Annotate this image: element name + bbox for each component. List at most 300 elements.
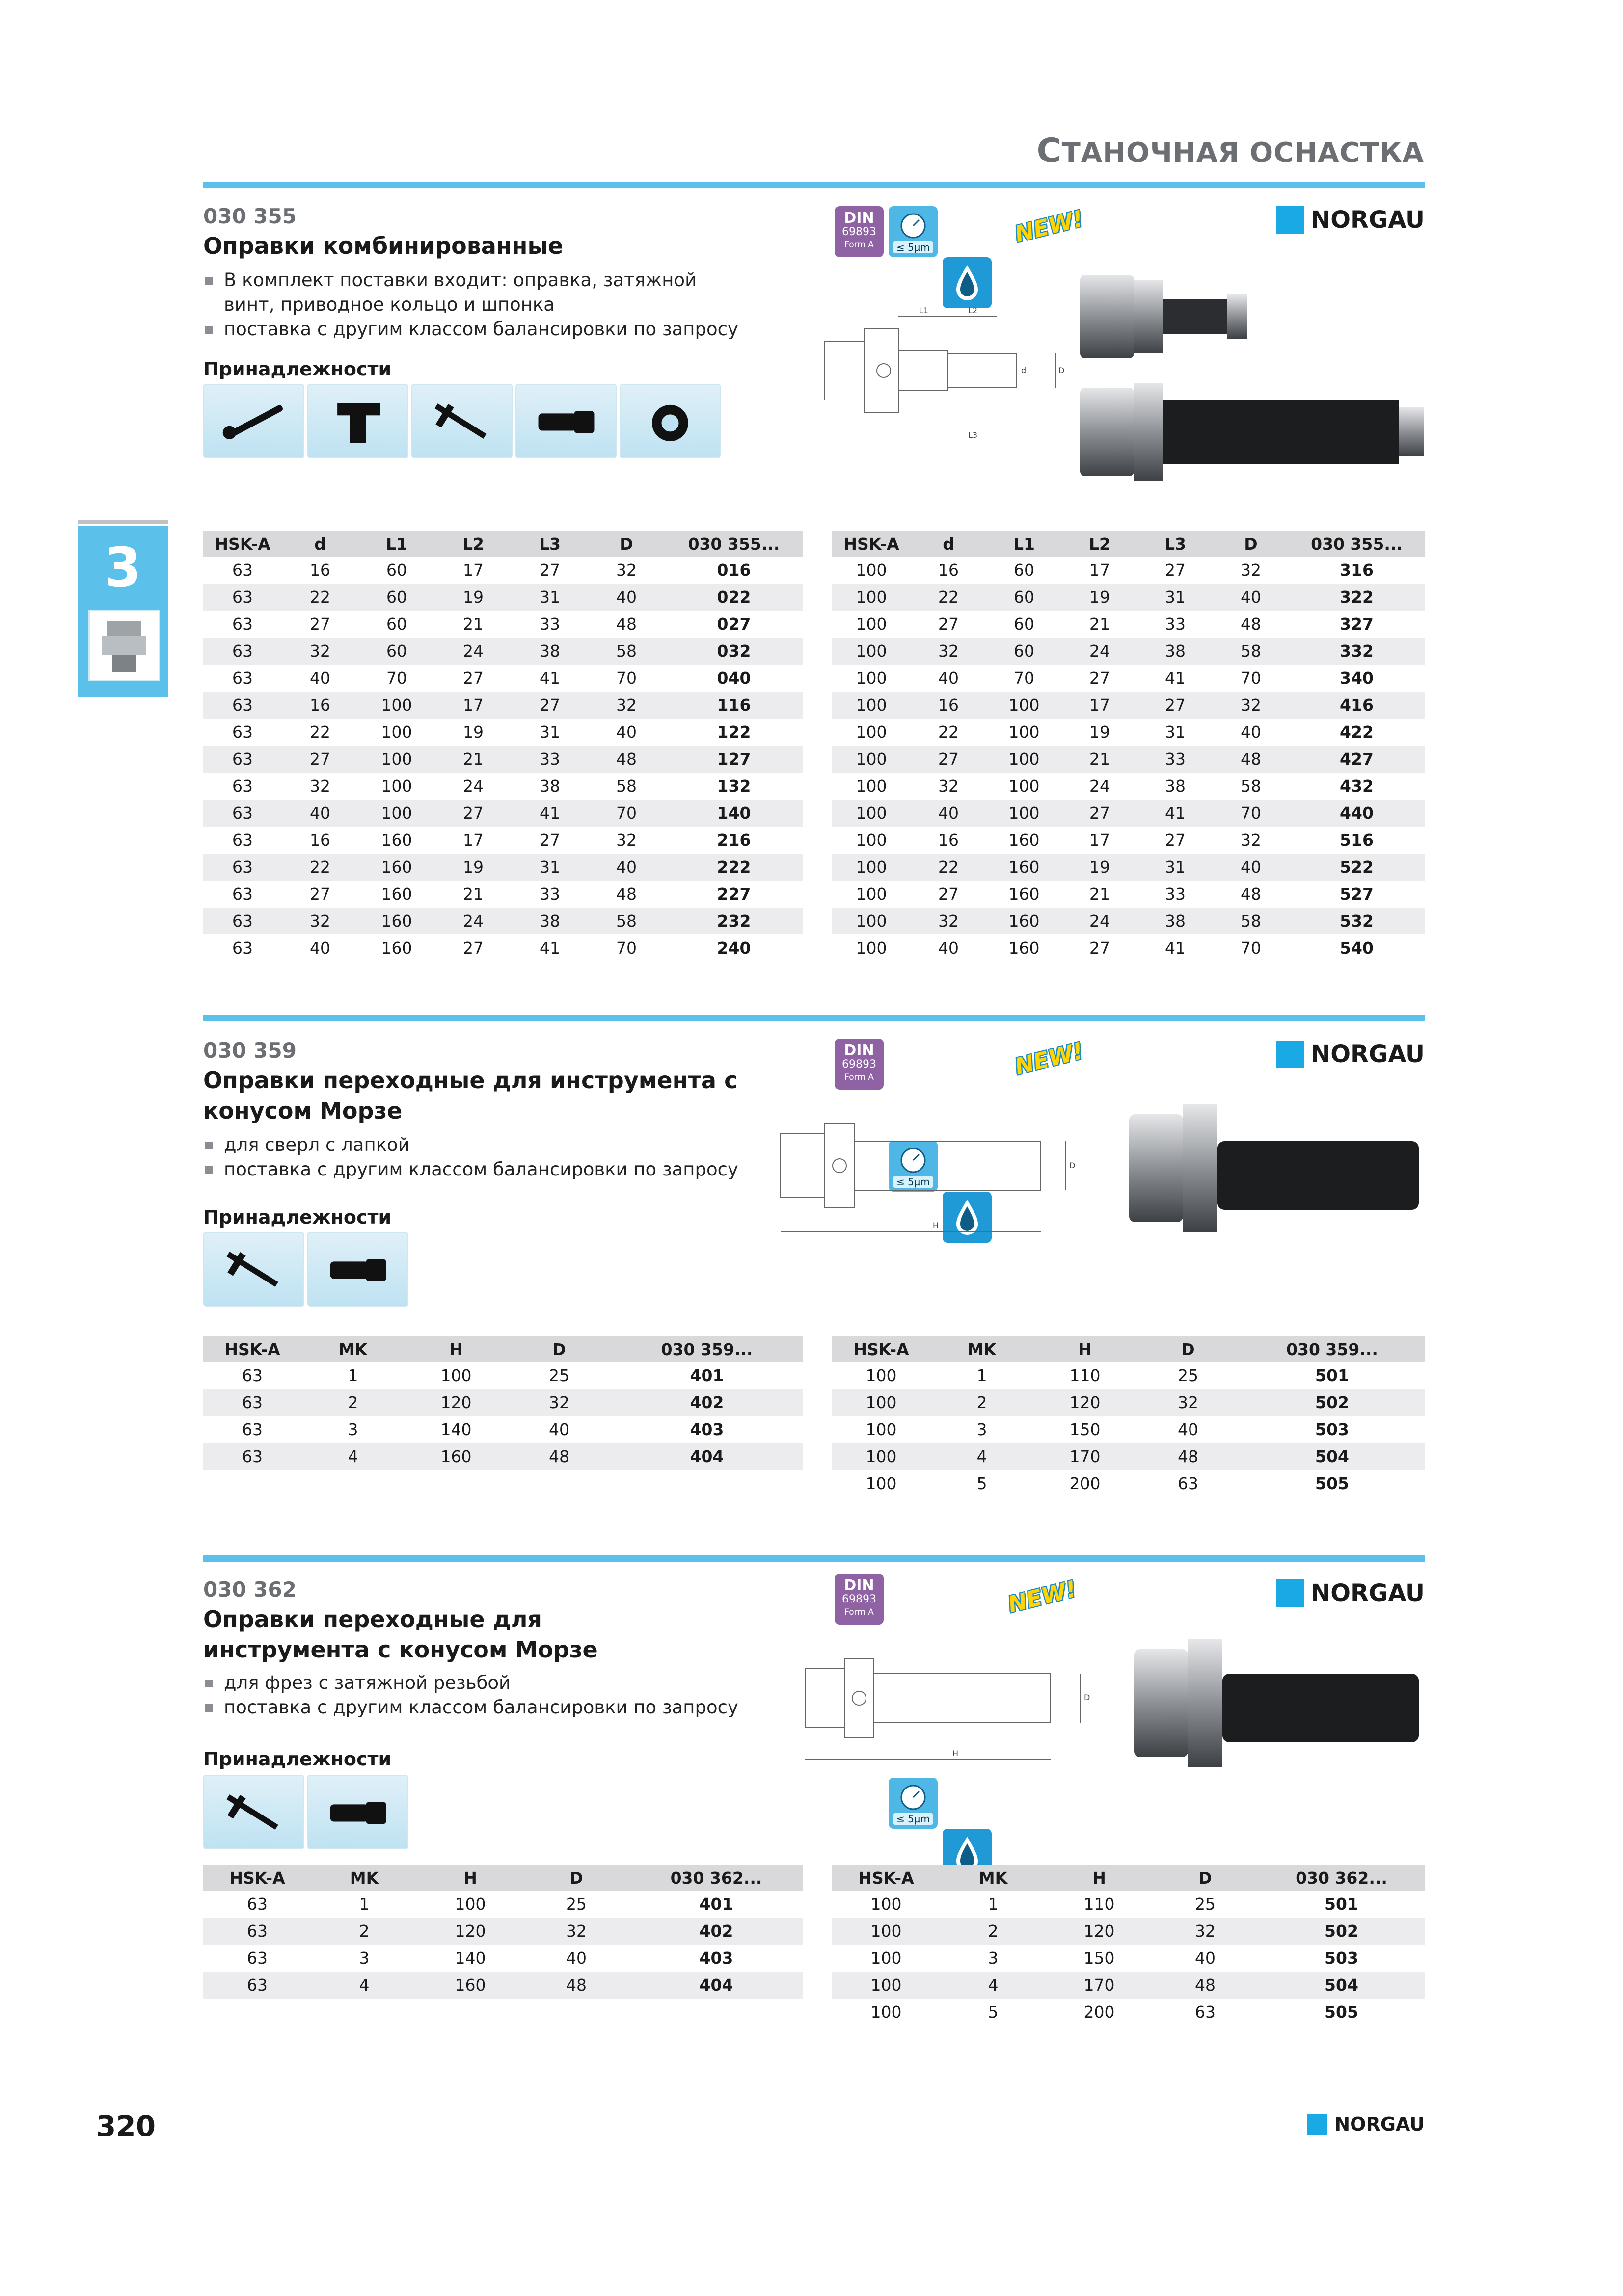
table-cell: 40 [310, 938, 330, 958]
table-cell: 63 [1195, 2002, 1216, 2022]
table-cell: 38 [540, 776, 560, 796]
table-cell: 27 [512, 692, 588, 719]
column-header: L1 [986, 531, 1062, 557]
table-header-row [832, 1336, 1425, 1362]
table-row [203, 611, 803, 638]
table-cell: 5 [976, 1474, 987, 1493]
table-cell: 25 [566, 1895, 587, 1914]
table-cell: 48 [616, 614, 637, 634]
table-cell: 21 [463, 614, 484, 634]
article-code-cell: 416 [1289, 692, 1425, 719]
product-sku: 030 362 [203, 1577, 297, 1602]
table-cell: 100 [1008, 722, 1040, 742]
table-cell: 27 [911, 746, 986, 773]
table-cell: 110 [1083, 1895, 1115, 1914]
dim-d: d [1021, 366, 1027, 375]
article-code-cell: 402 [629, 1918, 803, 1945]
table-cell: 63 [203, 908, 282, 934]
table-cell: 17 [435, 692, 512, 719]
table-cell: 2 [301, 1389, 405, 1416]
table-cell: 100 [358, 800, 435, 827]
spec-table-hsk63 [203, 1336, 803, 1470]
table-cell: 100 [832, 692, 911, 719]
table-cell: 2 [930, 1389, 1033, 1416]
table-cell: 58 [588, 908, 665, 934]
chapter-number: 3 [104, 536, 142, 599]
article-code-cell: 504 [1240, 1443, 1425, 1470]
table-row [203, 557, 803, 584]
table-cell: 27 [1137, 692, 1213, 719]
table-cell: 16 [310, 561, 330, 580]
balance-badge: ≤ 5µm [889, 206, 938, 257]
spec-table-hsk100 [832, 1336, 1425, 1497]
table-cell: 27 [540, 830, 560, 850]
table-row [832, 746, 1425, 773]
article-code-cell: 401 [699, 1895, 733, 1914]
column-header: MK [301, 1336, 405, 1362]
brand-square-icon [1307, 2114, 1327, 2135]
column-header: 030 355... [1289, 531, 1425, 557]
column-header: HSK-A [832, 1336, 930, 1362]
table-cell: 100 [870, 1895, 902, 1914]
table-cell: 48 [588, 746, 665, 773]
table-cell: 32 [282, 638, 358, 665]
table-cell: 27 [463, 938, 484, 958]
table-cell: 200 [1069, 1474, 1101, 1493]
table-cell: 25 [549, 1366, 569, 1385]
table-cell: 17 [463, 830, 484, 850]
article-code-cell: 127 [665, 746, 803, 773]
table-cell: 32 [1136, 1389, 1240, 1416]
table-cell: 17 [1062, 692, 1137, 719]
table-cell: 63 [232, 722, 253, 742]
table-row [832, 719, 1425, 746]
table-cell: 31 [1165, 722, 1186, 742]
page-number: 320 [96, 2109, 156, 2143]
accessories-row [203, 1775, 408, 1849]
feature-item: для фрез с затяжной резьбой [203, 1671, 743, 1695]
table-cell: 19 [1089, 722, 1110, 742]
article-code-cell: 332 [1289, 638, 1425, 665]
table-cell: 31 [1137, 854, 1213, 881]
table-cell: 27 [1165, 830, 1186, 850]
article-code-cell: 516 [1340, 830, 1374, 850]
table-cell: 2 [311, 1918, 417, 1945]
table-cell: 25 [1195, 1895, 1216, 1914]
table-row [832, 557, 1425, 584]
table-cell: 33 [1165, 614, 1186, 634]
table-cell: 22 [282, 854, 358, 881]
table-cell: 32 [938, 776, 959, 796]
table-cell: 32 [1241, 830, 1261, 850]
table-cell: 63 [232, 938, 253, 958]
table-cell: 140 [440, 1420, 472, 1439]
dim-D: D [1069, 1161, 1076, 1170]
table-cell: 33 [540, 614, 560, 634]
article-code-cell: 322 [1289, 584, 1425, 611]
article-code-cell: 240 [717, 938, 751, 958]
article-code-cell: 222 [665, 854, 803, 881]
product-title: Оправки переходные для инструмента с конусом Морзе [203, 1606, 598, 1663]
table-cell: 63 [203, 1443, 301, 1470]
table-cell: 40 [1178, 1420, 1198, 1439]
column-header: L1 [358, 531, 435, 557]
table-cell: 100 [381, 776, 412, 796]
table-cell: 100 [832, 584, 911, 611]
table-cell: 31 [540, 722, 560, 742]
table-cell: 3 [348, 1420, 358, 1439]
table-cell: 160 [1008, 884, 1040, 904]
article-code-cell: 403 [699, 1949, 733, 1968]
column-header: L2 [1062, 531, 1137, 557]
table-cell: 22 [282, 584, 358, 611]
table-cell: 24 [435, 638, 512, 665]
table-cell: 24 [435, 908, 512, 934]
table-row [832, 665, 1425, 692]
spec-table-hsk63 [203, 531, 803, 961]
table-row [203, 1443, 803, 1470]
table-cell: 63 [232, 668, 253, 688]
table-cell: 100 [358, 692, 435, 719]
table-cell: 41 [540, 668, 560, 688]
column-header: MK [940, 1865, 1046, 1891]
article-code-cell: 227 [717, 884, 751, 904]
dim-l1: L1 [919, 306, 929, 315]
table-row [832, 1362, 1425, 1389]
table-cell: 41 [512, 800, 588, 827]
accessory-ring[interactable] [620, 384, 721, 458]
column-header: 030 362... [629, 1865, 803, 1891]
table-row [203, 1891, 803, 1918]
table-cell: 100 [866, 1366, 897, 1385]
accessories-row [203, 384, 721, 458]
table-cell: 58 [588, 638, 665, 665]
article-code-cell: 504 [1258, 1972, 1425, 1999]
table-row [203, 800, 803, 827]
table-cell: 4 [311, 1972, 417, 1999]
table-cell: 27 [1165, 561, 1186, 580]
table-cell: 100 [832, 1443, 930, 1470]
column-header: HSK-A [832, 1865, 940, 1891]
table-cell: 170 [1046, 1972, 1152, 1999]
column-header: L3 [1137, 531, 1213, 557]
table-cell: 3 [359, 1949, 370, 1968]
table-cell: 63 [232, 776, 253, 796]
column-header: 030 359... [611, 1336, 803, 1362]
table-cell: 60 [1014, 614, 1034, 634]
feature-item: поставка с другим классом балансировки по запросу [203, 1157, 743, 1182]
table-cell: 100 [986, 692, 1062, 719]
article-code-cell: 532 [1289, 908, 1425, 934]
spec-table-hsk63 [203, 1865, 803, 1999]
table-cell: 1 [976, 1366, 987, 1385]
article-code-cell: 022 [665, 584, 803, 611]
table-cell: 100 [832, 746, 911, 773]
column-header: D [1213, 531, 1289, 557]
brand-square-icon [1276, 1579, 1304, 1607]
technical-drawing [810, 294, 1065, 456]
table-cell: 70 [616, 938, 637, 958]
dim-l3: L3 [968, 430, 978, 440]
column-header: 030 355... [665, 531, 803, 557]
table-cell: 48 [523, 1972, 629, 1999]
table-cell: 22 [911, 584, 986, 611]
table-row [203, 692, 803, 719]
table-cell: 21 [463, 884, 484, 904]
table-cell: 33 [512, 746, 588, 773]
dim-D: D [1084, 1693, 1090, 1702]
table-row [832, 692, 1425, 719]
section-divider [203, 182, 1425, 188]
table-cell: 40 [1195, 1949, 1216, 1968]
accessory-t-wrench[interactable] [411, 384, 513, 458]
table-cell: 150 [1069, 1420, 1101, 1439]
table-cell: 32 [1241, 561, 1261, 580]
table-row [832, 773, 1425, 800]
table-cell: 41 [1165, 938, 1186, 958]
table-cell: 40 [566, 1949, 587, 1968]
column-header: MK [311, 1865, 417, 1891]
table-cell: 32 [616, 561, 637, 580]
din-badge: DIN 69893 Form A [835, 1039, 884, 1090]
article-code-cell: 016 [717, 561, 751, 580]
table-cell: 38 [1137, 638, 1213, 665]
column-header: D [588, 531, 665, 557]
table-cell: 40 [310, 668, 330, 688]
table-cell: 38 [512, 908, 588, 934]
article-code-cell: 402 [611, 1389, 803, 1416]
article-code-cell: 032 [665, 638, 803, 665]
table-cell: 21 [435, 746, 512, 773]
column-header: D [508, 1336, 611, 1362]
table-row [203, 638, 803, 665]
table-cell: 31 [512, 854, 588, 881]
table-row [203, 584, 803, 611]
table-cell: 27 [540, 561, 560, 580]
article-code-cell: 116 [665, 692, 803, 719]
table-cell: 38 [512, 638, 588, 665]
table-cell: 100 [1008, 776, 1040, 796]
column-header: MK [930, 1336, 1033, 1362]
article-code-cell: 440 [1289, 800, 1425, 827]
table-row [832, 584, 1425, 611]
brand-logo: NORGAU [1276, 1041, 1425, 1068]
table-cell: 70 [1241, 938, 1261, 958]
article-code-cell: 422 [1340, 722, 1374, 742]
table-cell: 100 [832, 638, 911, 665]
article-code-cell: 404 [611, 1443, 803, 1470]
table-cell: 63 [203, 584, 282, 611]
article-code-cell: 540 [1340, 938, 1374, 958]
table-cell: 100 [832, 1389, 930, 1416]
table-cell: 140 [455, 1949, 486, 1968]
table-cell: 160 [381, 830, 412, 850]
table-cell: 48 [1241, 614, 1261, 634]
column-header: HSK-A [203, 1865, 311, 1891]
section-divider [203, 1015, 1425, 1021]
article-code-cell: 502 [1240, 1389, 1425, 1416]
table-cell: 63 [203, 692, 282, 719]
article-code-cell: 403 [690, 1420, 724, 1439]
accessory-key[interactable] [307, 384, 408, 458]
table-cell: 100 [870, 1949, 902, 1968]
table-cell: 19 [435, 584, 512, 611]
table-cell: 40 [282, 800, 358, 827]
new-badge: NEW! [1005, 1575, 1080, 1618]
table-cell: 63 [232, 614, 253, 634]
table-cell: 100 [856, 830, 887, 850]
accessories-row [203, 1232, 408, 1307]
accessory-screw[interactable] [307, 1232, 408, 1307]
column-header: H [417, 1865, 523, 1891]
table-cell: 17 [463, 561, 484, 580]
table-cell: 58 [1213, 638, 1289, 665]
table-row [832, 1918, 1425, 1945]
table-cell: 24 [1062, 908, 1137, 934]
table-cell: 100 [856, 938, 887, 958]
table-row [832, 934, 1425, 961]
chapter-tab[interactable] [78, 526, 168, 697]
balance-badge: ≤ 5µm [889, 1778, 938, 1829]
table-cell: 63 [1178, 1474, 1198, 1493]
table-cell: 60 [1014, 561, 1034, 580]
article-code-cell: 132 [717, 776, 751, 796]
table-cell: 100 [832, 908, 911, 934]
product-photo [1070, 265, 1443, 491]
table-cell: 16 [938, 830, 959, 850]
table-cell: 17 [1089, 561, 1110, 580]
article-code-cell: 327 [1340, 614, 1374, 634]
column-header: d [911, 531, 986, 557]
din-badge: DIN 69893 Form A [835, 206, 884, 257]
column-header: HSK-A [203, 531, 282, 557]
table-cell: 63 [203, 854, 282, 881]
table-cell: 32 [1213, 692, 1289, 719]
footer-brand-logo: NORGAU [1307, 2113, 1425, 2135]
accessories-heading: Принадлежности [203, 1748, 392, 1770]
table-cell: 16 [310, 830, 330, 850]
article-code-cell: 503 [1325, 1949, 1358, 1968]
article-code-cell: 501 [1325, 1895, 1358, 1914]
table-cell: 160 [358, 854, 435, 881]
article-code-cell: 401 [690, 1366, 724, 1385]
table-cell: 48 [508, 1443, 611, 1470]
table-row [203, 881, 803, 908]
table-row [832, 1999, 1425, 2026]
table-cell: 63 [203, 638, 282, 665]
column-header: 030 362... [1258, 1865, 1425, 1891]
table-cell: 48 [1241, 884, 1261, 904]
table-cell: 160 [1008, 830, 1040, 850]
accessory-t-wrench[interactable] [203, 1775, 304, 1849]
table-cell: 48 [1213, 746, 1289, 773]
table-cell: 4 [301, 1443, 405, 1470]
table-row [203, 908, 803, 934]
table-cell: 60 [358, 638, 435, 665]
article-code-cell: 432 [1340, 776, 1374, 796]
table-cell: 32 [508, 1389, 611, 1416]
table-cell: 63 [203, 1389, 301, 1416]
table-row [832, 1443, 1425, 1470]
table-cell: 60 [358, 584, 435, 611]
table-cell: 200 [1083, 2002, 1115, 2022]
table-cell: 27 [310, 614, 330, 634]
table-cell: 32 [616, 830, 637, 850]
table-cell: 100 [856, 614, 887, 634]
table-cell: 27 [1062, 800, 1137, 827]
article-code-cell: 522 [1289, 854, 1425, 881]
table-cell: 31 [512, 584, 588, 611]
table-row [832, 881, 1425, 908]
table-cell: 32 [1152, 1918, 1258, 1945]
table-cell: 32 [911, 638, 986, 665]
table-cell: 63 [242, 1366, 263, 1385]
table-cell: 24 [1062, 638, 1137, 665]
table-cell: 24 [1089, 776, 1110, 796]
column-header: L2 [435, 531, 512, 557]
table-cell: 38 [1137, 908, 1213, 934]
table-cell: 22 [310, 722, 330, 742]
table-cell: 16 [911, 692, 986, 719]
table-cell: 160 [986, 854, 1062, 881]
table-cell: 40 [1241, 722, 1261, 742]
table-cell: 33 [1165, 884, 1186, 904]
table-cell: 120 [1046, 1918, 1152, 1945]
brand-square-icon [1276, 206, 1304, 234]
chapter-tab-top-line [78, 520, 168, 524]
table-cell: 40 [588, 584, 665, 611]
accessory-screw[interactable] [307, 1775, 408, 1849]
table-cell: 170 [1033, 1443, 1136, 1470]
table-cell: 160 [381, 884, 412, 904]
dim-h: H [933, 1221, 939, 1230]
product-photo [1124, 1095, 1429, 1256]
table-cell: 63 [232, 830, 253, 850]
section-divider [203, 1555, 1425, 1562]
table-cell: 63 [203, 1918, 311, 1945]
column-header: H [1033, 1336, 1136, 1362]
page-title: СТАНОЧНАЯ ОСНАСТКА [1036, 132, 1424, 170]
table-row [203, 1945, 803, 1972]
table-cell: 21 [1089, 614, 1110, 634]
product-sku: 030 355 [203, 204, 297, 228]
table-cell: 63 [242, 1420, 263, 1439]
table-row [832, 1470, 1425, 1497]
table-cell: 100 [866, 1474, 897, 1493]
table-cell: 41 [540, 938, 560, 958]
table-cell: 63 [232, 561, 253, 580]
accessory-wrench[interactable] [203, 384, 304, 458]
table-cell: 160 [358, 908, 435, 934]
table-row [832, 1972, 1425, 1999]
table-row [203, 773, 803, 800]
product-title: Оправки комбинированные [203, 233, 564, 259]
table-cell: 1 [348, 1366, 358, 1385]
new-badge: NEW! [1012, 1037, 1086, 1080]
table-cell: 160 [1008, 938, 1040, 958]
table-cell: 100 [856, 776, 887, 796]
article-code-cell: 340 [1340, 668, 1374, 688]
feature-list [203, 1133, 743, 1182]
table-row [203, 1389, 803, 1416]
table-cell: 40 [549, 1420, 569, 1439]
chapter-tool-icon [88, 610, 160, 681]
table-cell: 25 [1178, 1366, 1198, 1385]
accessory-t-wrench[interactable] [203, 1232, 304, 1307]
accessory-screw[interactable] [515, 384, 617, 458]
table-cell: 70 [616, 668, 637, 688]
table-row [203, 827, 803, 854]
